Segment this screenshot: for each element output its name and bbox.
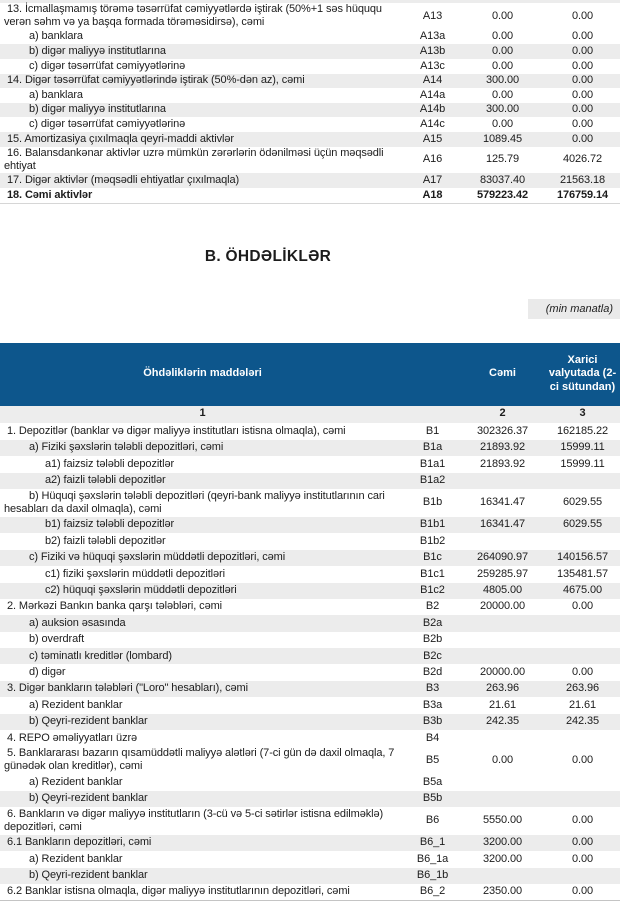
row-total-value: 21893.92 [479,457,526,470]
row-foreign-value: 0.00 [571,852,593,865]
row-label: 3. Digər bankların tələbləri ("Loro" hesabları), cəmi [7,682,248,695]
row-label: 16. Balansdankənar aktivlər uzrə mümkün zərərlərin ödənilməsi üçün məqsədli ehtiyat [4,146,384,172]
row-label: 14. Digər təsərrüfat cəmiyyətlərində iştirak (50%-dən az), cəmi [7,74,305,87]
row-total-value: 300.00 [485,74,520,87]
row-total-value: 2350.00 [482,885,523,898]
row-foreign-value: 6029.55 [562,518,603,531]
row-total-value: 21893.92 [479,441,526,454]
row-label: a) Rezident banklar [29,852,123,865]
column-number-3: 3 [579,407,586,420]
table-row [0,807,620,835]
row-foreign-value: 0.00 [571,45,593,57]
row-label: b1) faizsiz tələbli depozitlər [45,518,175,531]
row-label: b2) faizli tələbli depozitlər [45,534,166,547]
row-label: 13. İcmallaşmamış törəmə təsərrüfat cəmiyyətlərdə iştirak (50%+1 səs hüququ verən səhm və ya başqa formada törəməsidirsə), cəmi [4,3,382,29]
row-code: B1a2 [419,474,446,487]
row-total-value: 0.00 [491,59,513,72]
table-row [0,88,620,103]
row-code: A18 [422,188,443,201]
row-label: a1) faizsiz tələbli depozitlər [45,457,175,470]
row-label: a) Rezident banklar [29,698,123,711]
table-row [0,30,620,45]
row-total-value: 259285.97 [476,567,529,580]
row-code: A16 [422,153,443,166]
row-foreign-value: 4026.72 [562,153,603,166]
table-row [0,489,620,517]
row-total-value: 20000.00 [479,665,526,678]
row-code: B1a1 [419,457,446,470]
row-code: B2b [422,633,443,646]
row-code: B2 [425,600,440,613]
row-label: d) digər [29,665,66,678]
row-label: b) overdraft [29,633,85,646]
row-foreign-value: 15999.11 [560,441,605,454]
table-row [0,44,620,59]
table-row [0,173,620,188]
row-foreign-value: 4675.00 [562,583,603,596]
row-foreign-value: 0.00 [571,103,593,116]
table-row [0,697,620,713]
row-total-value: 20000.00 [479,600,526,613]
row-foreign-value: 0.00 [571,753,593,766]
row-foreign-value: 0.00 [571,30,593,43]
table-row [0,103,620,118]
row-foreign-value: 0.00 [571,59,593,72]
row-code: B6_1b [416,869,449,882]
table-row [0,117,620,132]
table-row [0,566,620,582]
row-foreign-value: 0.00 [571,814,593,827]
row-code: A14a [419,88,446,101]
table-row [0,648,620,664]
row-code: B1c2 [420,583,445,596]
row-label: 6.2 Banklar istisna olmaqla, digər maliyyə institutlarının depozitləri, cəmi [7,885,350,898]
row-foreign-value: 242.35 [565,715,600,728]
row-foreign-value: 135481.57 [556,567,609,580]
row-code: A14b [419,103,446,116]
row-label: b) Qeyri-rezident banklar [29,792,148,805]
row-code: B1b1 [419,518,446,531]
row-total-value: 0.00 [491,9,513,22]
row-code: A13b [419,45,446,57]
row-label: 4. REPO əməliyyatları üzrə [7,731,138,744]
table-row [0,456,620,472]
row-label: 15. Amortizasiya çıxılmaqla qeyri-maddi aktivlər [7,132,234,145]
row-total-value: 83037.40 [479,173,526,186]
row-code: B1b2 [419,534,446,547]
row-label: 5. Banklararası bazarın qısamüddətli maliyyə alətləri (7-ci gün də daxil olmaqla, 7 günədək olan kreditlər), cəmi [4,746,395,773]
row-code: B2a [422,616,443,629]
table-row [0,791,620,807]
row-code: B1b [422,496,443,509]
row-label: a) banklara [29,88,83,101]
row-total-value: 300.00 [485,103,520,116]
row-label: b) Hüquqi şəxslərin tələbli depozitləri (qeyri-bank maliyyə institutlarının cari hesabları da daxil olmaqla), cəmi [4,489,385,516]
row-foreign-value: 0.00 [571,665,593,678]
table-row [0,473,620,489]
liabilities-table [0,424,620,901]
row-code: B1c1 [420,567,445,580]
row-code: B6_1a [416,852,449,865]
row-total-value: 16341.47 [479,518,526,531]
row-foreign-value: 0.00 [571,885,593,898]
row-foreign-value: 15999.11 [560,457,605,470]
table-row [0,533,620,549]
row-foreign-value: 0.00 [571,88,593,101]
table-row [0,851,620,867]
row-total-value: 3200.00 [482,836,523,849]
table-row [0,774,620,790]
row-label: 17. Digər aktivlər (məqsədli ehtiyatlar çıxılmaqla) [7,173,240,186]
row-label: c) digər təsərrüfat cəmiyyətlərinə [29,117,186,130]
section-b-title: B. ÖHDƏLİKLƏR [204,247,332,265]
row-label: 18. Cəmi aktivlər [7,188,93,201]
table-row [0,147,620,174]
row-code: B2c [423,649,442,662]
row-total-value: 264090.97 [476,551,529,564]
row-foreign-value: 0.00 [571,9,593,22]
row-code: B3a [422,698,443,711]
row-total-value: 0.00 [491,117,513,130]
row-label: a) banklara [29,30,83,43]
row-total-value: 3200.00 [482,852,523,865]
row-total-value: 5550.00 [482,814,523,827]
row-label: a2) faizli tələbli depozitlər [45,474,166,487]
table-row [0,440,620,456]
row-foreign-value: 263.96 [565,682,600,695]
row-label: a) Rezident banklar [29,775,123,788]
row-code: B4 [425,731,440,744]
row-code: B1 [425,425,440,438]
currency-unit-note: (min manatla) [528,299,620,319]
row-label: c) təminatlı kreditlər (lombard) [29,649,172,662]
row-total-value: 16341.47 [479,496,526,509]
table-row [0,517,620,533]
row-code: A13 [422,9,443,22]
row-foreign-value: 0.00 [571,600,593,613]
row-foreign-value: 21563.18 [559,173,606,186]
row-foreign-value: 140156.57 [556,551,609,564]
row-total-value: 1089.45 [482,132,523,145]
row-foreign-value: 6029.55 [562,496,603,509]
row-code: B1a [422,441,443,454]
row-label: c) Fiziki və hüquqi şəxslərin müddətli depozitləri, cəmi [29,551,286,564]
table-row [0,132,620,147]
table-row [0,730,620,746]
row-foreign-value: 0.00 [571,117,593,130]
row-label: 1. Depozitlər (banklar və digər maliyyə institutları istisna olmaqla), cəmi [7,425,346,438]
row-label: 2. Mərkəzi Bankın banka qarşı tələbləri, cəmi [7,600,222,613]
row-total-value: 0.00 [491,45,513,57]
row-label: b) Qeyri-rezident banklar [29,715,148,728]
table-row [0,424,620,440]
row-code: A15 [422,132,443,145]
row-total-value: 579223.42 [476,188,529,201]
table-row [0,59,620,74]
row-foreign-value: 0.00 [571,132,593,145]
row-code: B1c [423,551,442,564]
row-total-value: 263.96 [485,682,520,695]
row-label: c2) hüquqi şəxslərin müddətli depozitləri [45,583,237,596]
total-column-header: Cəmi [489,367,516,380]
table-row [0,664,620,680]
row-total-value: 4805.00 [482,583,523,596]
table-row [0,632,620,648]
foreign-currency-column-header: Xarici valyutada (2-ci sütundan) [548,353,617,393]
table-row [0,3,620,30]
row-code: B6_1 [419,836,446,849]
row-total-value: 0.00 [491,88,513,101]
table-row [0,74,620,89]
table-row [0,681,620,697]
column-number-2: 2 [499,407,506,420]
row-code: B5b [422,792,443,805]
row-code: B6 [425,814,440,827]
row-foreign-value: 21.61 [568,698,597,711]
row-code: B6_2 [419,885,446,898]
table-row [0,188,620,203]
liabilities-column-header [0,343,620,406]
row-label: a) auksion əsasında [29,616,126,629]
row-code: B3b [422,715,443,728]
table-row [0,615,620,631]
assets-table [0,3,620,204]
row-code: A14 [422,74,443,87]
row-total-value: 242.35 [485,715,520,728]
row-foreign-value: 162185.22 [556,425,609,438]
column-number-row [0,406,620,424]
row-label: 6.1 Bankların depozitləri, cəmi [7,836,152,849]
row-total-value: 125.79 [485,153,520,166]
row-foreign-value: 0.00 [571,74,593,87]
row-code: A17 [422,173,443,186]
items-column-header: Öhdəliklərin maddələri [143,367,262,380]
row-total-value: 0.00 [491,30,513,43]
row-code: A13c [420,59,445,72]
row-code: B5a [422,775,443,788]
table-row [0,746,620,774]
table-row [0,550,620,566]
table-row [0,583,620,599]
row-label: c) digər təsərrüfat cəmiyyətlərinə [29,59,186,72]
row-code: B3 [425,682,440,695]
row-total-value: 302326.37 [476,425,529,438]
row-total-value: 0.00 [491,753,513,766]
row-foreign-value: 176759.14 [556,188,609,201]
table-row [0,714,620,730]
row-label: c1) fiziki şəxslərin müddətli depozitləri [45,567,225,580]
row-code: A14c [420,117,445,130]
row-code: A13a [419,30,446,43]
table-row [0,599,620,615]
row-code: B5 [425,753,440,766]
row-label: b) digər maliyyə institutlarına [29,103,166,116]
table-row [0,868,620,884]
unit-note-row [0,299,620,321]
row-label: b) Qeyri-rezident banklar [29,869,148,882]
table-row [0,884,620,900]
row-label: b) digər maliyyə institutlarına [29,45,166,57]
row-foreign-value: 0.00 [571,836,593,849]
row-label: 6. Bankların və digər maliyyə institutların (3-cü və 5-ci sətirlər istisna edilməklə) depozitləri, cəmi [4,807,384,833]
table-row [0,835,620,851]
column-number-1: 1 [199,407,206,420]
row-total-value: 21.61 [488,698,517,711]
row-code: B2d [422,665,443,678]
row-label: a) Fiziki şəxslərin tələbli depozitləri, cəmi [29,441,224,454]
